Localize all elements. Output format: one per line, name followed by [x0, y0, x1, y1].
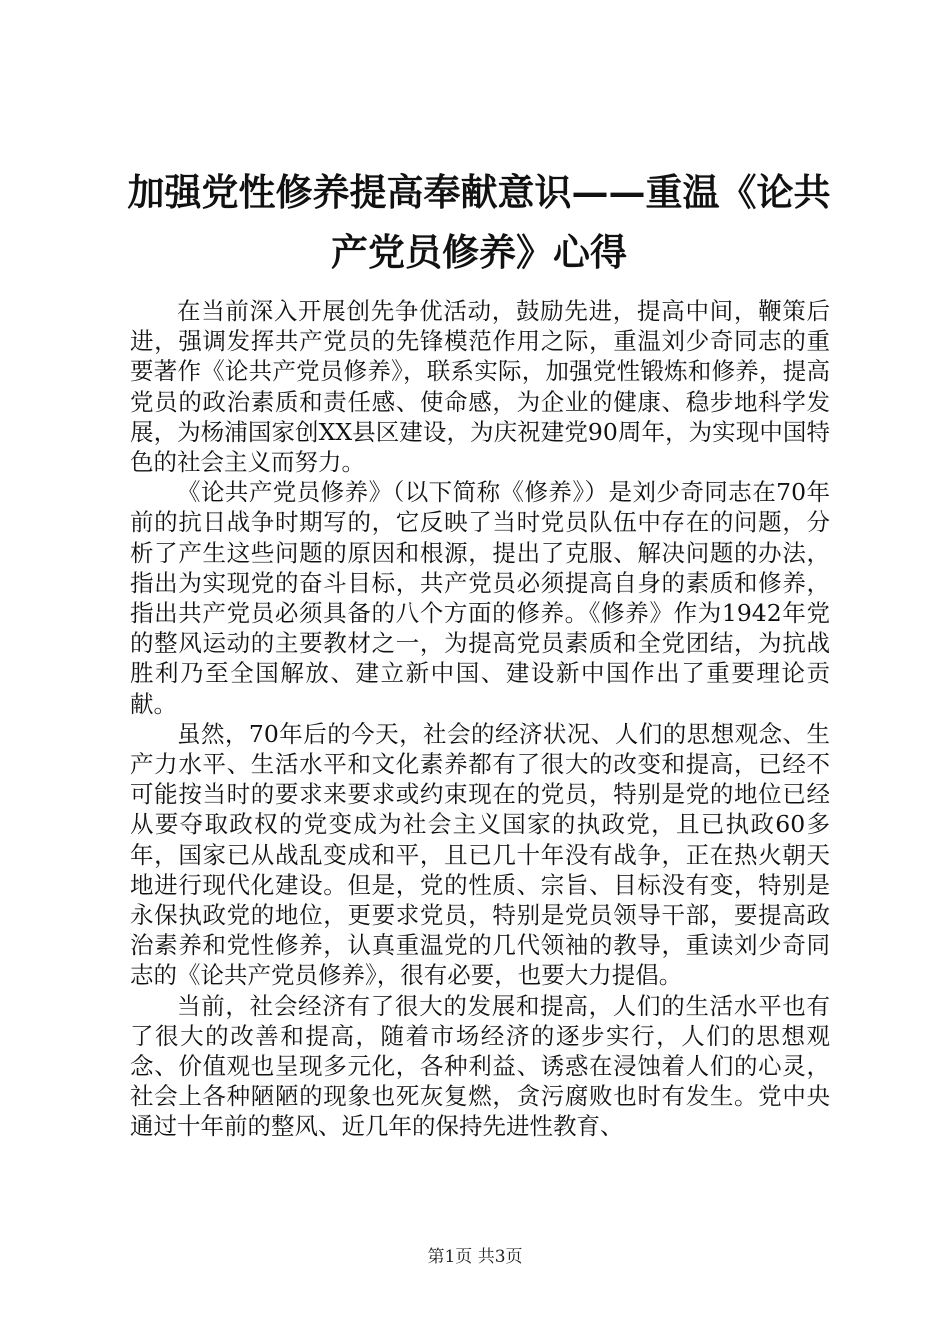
document-title: 加强党性修养提高奉献意识——重温《论共产党员修养》心得 [127, 170, 831, 274]
page-number-footer: 第1页 共3页 [427, 1247, 523, 1267]
document-body [130, 296, 830, 1142]
paragraph-3: 虽然，70年后的今天，社会的经济状况、人们的思想观念、生产力水平、生活水平和文化素养都有了很大的改变和提高，已经不可能按当时的要求来要求或约束现在的党员，特别是党的地位已经从要夺取政权的党变成为社会主义国家的执政党，且已执政60多年，国家已从战乱变成和平，且已几十年没有战争，正在热火朝天地进行现代化建设。但是，党的性质、宗旨、目标没有变，特别是永保执政党的地位，更要求党员，特别是党员领导干部，要提高政治素养和党性修养，认真重温党的几代领袖的教导，重读刘少奇同志的《论共产党员修养》，很有必要，也要大力提倡。 [130, 719, 830, 990]
paragraph-2: 《论共产党员修养》（以下简称《修养》）是刘少奇同志在70年前的抗日战争时期写的，它反映了当时党员队伍中存在的问题，分析了产生这些问题的原因和根源，提出了克服、解决问题的办法，指出为实现党的奋斗目标，共产党员必须提高自身的素质和修养，指出共产党员必须具备的八个方面的修养。《修养》作为1942年党的整风运动的主要教材之一，为提高党员素质和全党团结，为抗战胜利乃至全国解放、建立新中国、建设新中国作出了重要理论贡献。 [130, 478, 830, 718]
paragraph-1: 在当前深入开展创先争优活动，鼓励先进，提高中间，鞭策后进，强调发挥共产党员的先锋模范作用之际，重温刘少奇同志的重要著作《论共产党员修养》，联系实际，加强党性锻炼和修养，提高党员的政治素质和责任感、使命感，为企业的健康、稳步地科学发展，为杨浦国家创XX县区建设，为庆祝建党90周年，为实现中国特色的社会主义而努力。 [130, 297, 830, 477]
paragraph-4: 当前，社会经济有了很大的发展和提高，人们的生活水平也有了很大的改善和提高，随着市场经济的逐步实行，人们的思想观念、价值观也呈现多元化，各种利益、诱惑在浸蚀着人们的心灵，社会上各种陋陋的现象也死灰复燃，贪污腐败也时有发生。党中央通过十年前的整风、近几年的保持先进性教育、 [130, 991, 830, 1141]
